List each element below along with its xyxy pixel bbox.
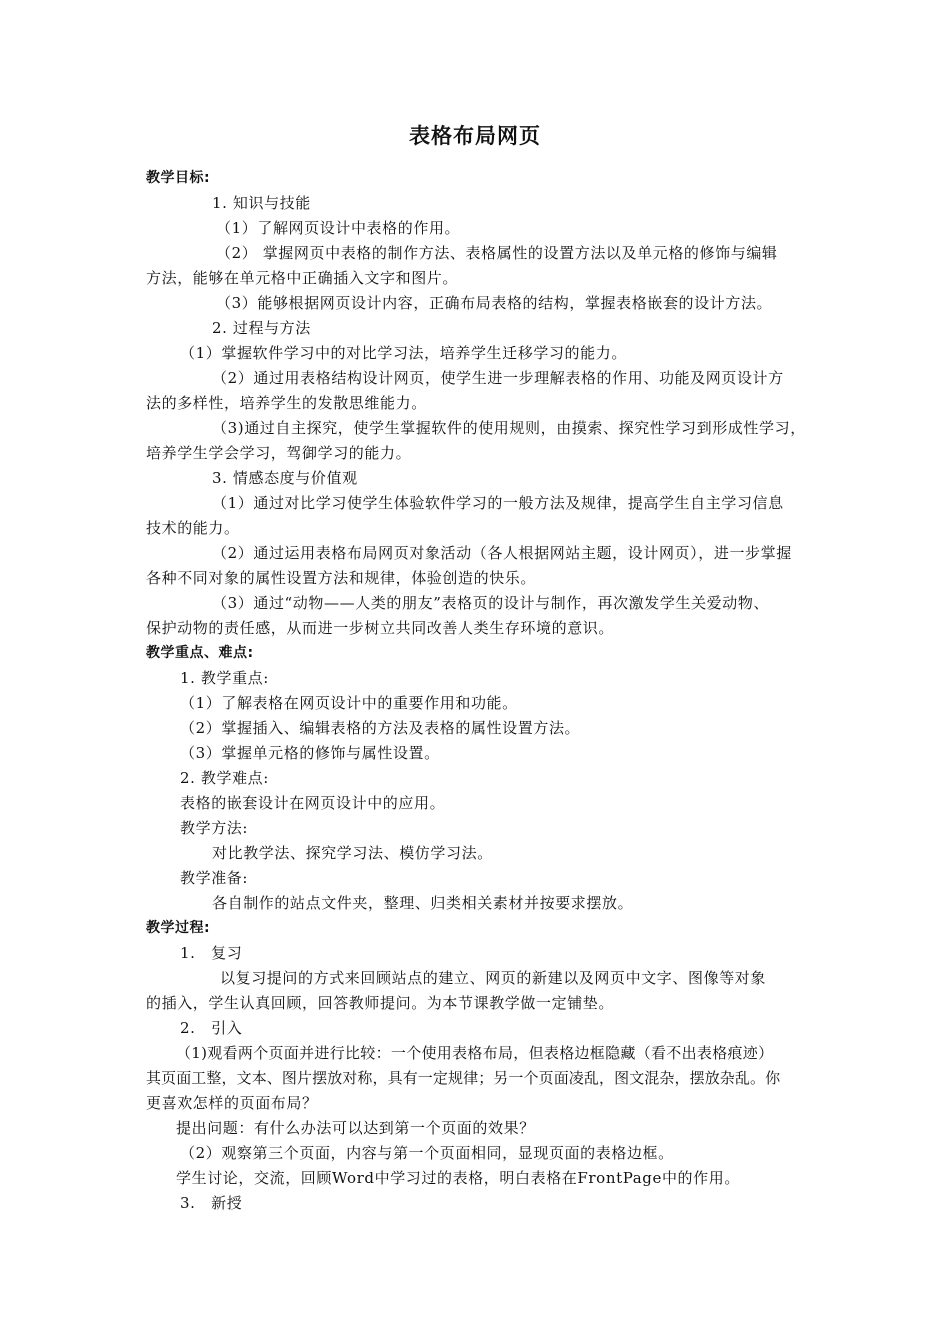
text-line: （1)观看两个页面并进行比较：一个使用表格布局，但表格边框隐藏（看不出表格痕迹）	[176, 1044, 774, 1062]
text-line: （3）掌握单元格的修饰与属性设置。	[180, 744, 440, 762]
text-line: （2）掌握插入、编辑表格的方法及表格的属性设置方法。	[180, 719, 581, 737]
page-title: 表格布局网页	[409, 124, 541, 148]
text-line: 2. 过程与方法	[212, 319, 311, 337]
text-line: 2. 引入	[180, 1019, 243, 1037]
section-heading-objectives: 教学目标:	[146, 170, 211, 186]
text-line: 1. 教学重点:	[180, 669, 269, 687]
text-line: 表格的嵌套设计在网页设计中的应用。	[180, 794, 446, 812]
text-line: 学生讨论，交流，回顾Word中学习过的表格，明白表格在FrontPage中的作用。	[176, 1169, 740, 1187]
text-line: 方法，能够在单元格中正确插入文字和图片。	[146, 269, 459, 287]
text-line: （1）了解网页设计中表格的作用。	[216, 219, 461, 237]
text-line: 各种不同对象的属性设置方法和规律，体验创造的快乐。	[146, 569, 537, 587]
text-line: 提出问题：有什么办法可以达到第一个页面的效果？	[176, 1119, 535, 1137]
section-heading-process: 教学过程:	[146, 920, 211, 936]
text-line: 技术的能力。	[146, 519, 240, 537]
text-line: （3）能够根据网页设计内容，正确布局表格的结构，掌握表格嵌套的设计方法。	[216, 294, 773, 312]
text-line: 教学方法:	[180, 819, 249, 837]
text-line: 保护动物的责任感，从而进一步树立共同改善人类生存环境的意识。	[146, 619, 615, 637]
text-line: （2）观察第三个页面，内容与第一个页面相同，显现页面的表格边框。	[180, 1144, 674, 1162]
text-line: 其页面工整，文本、图片摆放对称，具有一定规律；另一个页面凌乱，图文混杂，摆放杂乱。你	[146, 1069, 781, 1087]
text-line: （1）通过对比学习使学生体验软件学习的一般方法及规律，提高学生自主学习信息	[212, 494, 784, 512]
text-line: 以复习提问的方式来回顾站点的建立、网页的新建以及网页中文字、图像等对象	[220, 969, 767, 987]
text-line: （2） 掌握网页中表格的制作方法、表格属性的设置方法以及单元格的修饰与编辑	[216, 244, 778, 262]
text-line: 3. 情感态度与价值观	[212, 469, 358, 487]
text-line: 1. 知识与技能	[212, 194, 311, 212]
text-line: 3. 新授	[180, 1194, 243, 1212]
text-line: 更喜欢怎样的页面布局？	[146, 1094, 318, 1112]
text-line: 教学准备:	[180, 869, 249, 887]
text-line: 1. 复习	[180, 944, 243, 962]
text-line: 各自制作的站点文件夹，整理、归类相关素材并按要求摆放。	[212, 894, 634, 912]
text-line: 2. 教学难点:	[180, 769, 269, 787]
text-line: （2）通过用表格结构设计网页，使学生进一步理解表格的作用、功能及网页设计方	[212, 369, 784, 387]
section-heading-key-points: 教学重点、难点:	[146, 645, 254, 661]
text-line: 的插入，学生认真回顾，回答教师提问。为本节课教学做一定铺垫。	[146, 994, 615, 1012]
text-line: （1）了解表格在网页设计中的重要作用和功能。	[180, 694, 518, 712]
text-line: （1）掌握软件学习中的对比学习法，培养学生迁移学习的能力。	[180, 344, 627, 362]
text-line: （3)通过自主探究，使学生掌握软件的使用规则，由摸索、探究性学习到形成性学习，	[212, 419, 806, 437]
text-line: 培养学生学会学习，驾御学习的能力。	[146, 444, 412, 462]
text-line: （3）通过“动物——人类的朋友”表格页的设计与制作，再次激发学生关爱动物、	[212, 594, 770, 612]
text-line: 法的多样性，培养学生的发散思维能力。	[146, 394, 427, 412]
text-line: 对比教学法、探究学习法、模仿学习法。	[212, 844, 493, 862]
text-line: （2）通过运用表格布局网页对象活动（各人根据网站主题，设计网页），进一步掌握	[212, 544, 792, 562]
